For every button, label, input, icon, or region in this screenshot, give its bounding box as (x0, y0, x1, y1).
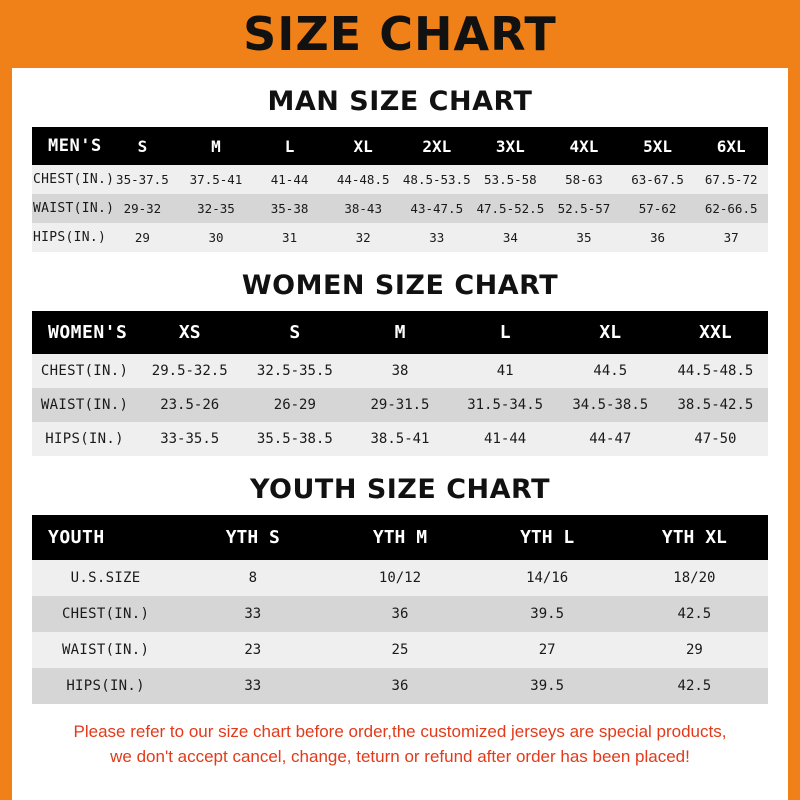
men-header-4xl: 4XL (569, 136, 599, 156)
footer-note-line2: we don't accept cancel, change, teturn or refund after order has been placed! (110, 746, 690, 766)
men-header-2xl: 2XL (422, 136, 452, 156)
men-waist-4xl: 52.5-57 (557, 201, 611, 216)
footer-note-line1: Please refer to our size chart before order,the customized jerseys are special products, (73, 722, 727, 741)
youth-chest-l: 39.5 (530, 606, 565, 622)
men-hips-6xl: 37 (723, 230, 739, 245)
men-hips-3xl: 34 (502, 230, 518, 245)
youth-chest-s: 33 (244, 606, 262, 622)
men-row-label-chest: CHEST(IN.) (33, 172, 115, 187)
women-hips-l: 41-44 (484, 431, 527, 447)
men-row-label-hips: HIPS(IN.) (33, 230, 107, 245)
men-waist-2xl: 43-47.5 (410, 201, 464, 216)
table-row (32, 194, 768, 223)
table-row (32, 388, 768, 422)
women-header-xxl: XXL (699, 322, 732, 343)
youth-ussize-m: 10/12 (378, 570, 422, 586)
women-header-xs: XS (178, 322, 201, 343)
youth-header-m: YTH M (372, 527, 428, 548)
women-chest-xxl: 44.5-48.5 (677, 363, 754, 379)
men-header-3xl: 3XL (495, 136, 525, 156)
footer-note (32, 720, 768, 769)
table-row (32, 668, 768, 704)
men-section-title: MAN SIZE CHART (267, 86, 533, 117)
table-header-row (32, 127, 768, 165)
women-waist-m: 29-31.5 (370, 397, 430, 413)
youth-table-head (32, 515, 768, 560)
men-hips-2xl: 33 (429, 230, 445, 245)
women-size-table (32, 311, 768, 456)
women-hips-s: 35.5-38.5 (256, 431, 333, 447)
men-waist-xl: 38-43 (344, 201, 382, 216)
men-waist-s: 29-32 (123, 201, 162, 216)
men-waist-m: 32-35 (197, 201, 235, 216)
men-header-xl: XL (353, 136, 373, 156)
youth-row-label-chest: CHEST(IN.) (61, 606, 150, 622)
men-header-6xl: 6XL (716, 136, 746, 156)
men-hips-m: 30 (208, 230, 224, 245)
youth-ussize-xl: 18/20 (673, 570, 716, 586)
youth-waist-xl: 29 (685, 642, 703, 658)
youth-header-l: YTH L (520, 527, 575, 548)
youth-table-body (32, 560, 768, 704)
table-header-row (32, 515, 768, 560)
banner (12, 0, 788, 68)
women-header-s: S (289, 322, 301, 343)
men-hips-s: 29 (134, 230, 150, 245)
men-chest-5xl: 63-67.5 (631, 172, 684, 187)
women-chest-l: 41 (496, 363, 514, 379)
women-header-m: M (394, 322, 406, 343)
youth-header-xl: YTH XL (661, 527, 727, 548)
men-hips-5xl: 36 (650, 230, 666, 245)
women-header-label: WOMEN'S (48, 322, 128, 343)
youth-header-s: YTH S (225, 527, 280, 548)
table-header-row (32, 311, 768, 354)
women-hips-m: 38.5-41 (370, 431, 430, 447)
men-header-s: S (137, 136, 148, 156)
men-chest-l: 41-44 (270, 172, 309, 187)
women-section-title: WOMEN SIZE CHART (241, 270, 559, 301)
women-hips-xxl: 47-50 (694, 431, 737, 447)
men-chest-s: 35-37.5 (116, 172, 169, 187)
table-row (32, 223, 768, 252)
men-header-5xl: 5XL (643, 136, 672, 156)
women-waist-s: 26-29 (273, 397, 316, 413)
youth-hips-s: 33 (244, 678, 262, 694)
table-row (32, 165, 768, 194)
women-table-head (32, 311, 768, 354)
youth-hips-l: 39.5 (530, 678, 565, 694)
table-row (32, 596, 768, 632)
youth-row-label-waist: WAIST(IN.) (61, 642, 150, 658)
men-chest-xl: 44-48.5 (336, 172, 390, 187)
men-chest-2xl: 48.5-53.5 (402, 172, 471, 187)
women-table-body (32, 354, 768, 456)
women-waist-xs: 23.5-26 (160, 397, 220, 413)
women-header-l: L (499, 322, 511, 343)
men-header-label: MEN'S (48, 136, 102, 156)
youth-waist-m: 25 (391, 642, 409, 658)
men-waist-5xl: 57-62 (638, 201, 677, 216)
women-chest-s: 32.5-35.5 (256, 363, 333, 379)
youth-hips-m: 36 (391, 678, 409, 694)
men-hips-xl: 32 (355, 230, 371, 245)
youth-hips-xl: 42.5 (677, 678, 712, 694)
men-size-table (32, 127, 768, 252)
women-hips-xs: 33-35.5 (160, 431, 220, 447)
table-row (32, 354, 768, 388)
table-row (32, 560, 768, 596)
men-header-m: M (211, 136, 221, 156)
women-chest-xs: 29.5-32.5 (151, 363, 228, 379)
youth-waist-l: 27 (538, 642, 556, 658)
women-waist-xl: 34.5-38.5 (572, 397, 649, 413)
youth-chest-xl: 42.5 (677, 606, 712, 622)
men-table-head (32, 127, 768, 165)
page-title: SIZE CHART (243, 7, 557, 61)
women-chest-m: 38 (391, 363, 409, 379)
table-row (32, 422, 768, 456)
women-header-xl: XL (599, 322, 622, 343)
men-hips-4xl: 35 (576, 230, 592, 245)
table-row (32, 632, 768, 668)
men-waist-l: 35-38 (270, 201, 309, 216)
youth-header-label: YOUTH (48, 527, 105, 548)
women-chest-xl: 44.5 (593, 363, 628, 379)
youth-ussize-s: 8 (248, 570, 257, 586)
youth-ussize-l: 14/16 (526, 570, 569, 586)
men-header-l: L (284, 136, 295, 156)
youth-chest-m: 36 (391, 606, 409, 622)
men-chest-6xl: 67.5-72 (704, 172, 758, 187)
men-waist-6xl: 62-66.5 (704, 201, 758, 216)
youth-section-title: YOUTH SIZE CHART (249, 474, 551, 505)
content (12, 86, 788, 769)
men-waist-3xl: 47.5-52.5 (476, 201, 545, 216)
men-chest-3xl: 53.5-58 (484, 172, 537, 187)
men-chest-4xl: 58-63 (565, 172, 603, 187)
men-hips-l: 31 (282, 230, 298, 245)
youth-row-label-hips: HIPS(IN.) (66, 678, 145, 694)
youth-row-label-ussize: U.S.SIZE (70, 570, 141, 586)
men-row-label-waist: WAIST(IN.) (33, 201, 115, 216)
women-hips-xl: 44-47 (589, 431, 632, 447)
men-chest-m: 37.5-41 (189, 172, 243, 187)
women-waist-l: 31.5-34.5 (467, 397, 544, 413)
women-waist-xxl: 38.5-42.5 (677, 397, 754, 413)
youth-size-table (32, 515, 768, 704)
women-row-label-hips: HIPS(IN.) (45, 431, 124, 447)
youth-waist-s: 23 (244, 642, 262, 658)
men-table-body (32, 165, 768, 252)
women-row-label-waist: WAIST(IN.) (40, 397, 129, 413)
women-row-label-chest: CHEST(IN.) (40, 363, 129, 379)
